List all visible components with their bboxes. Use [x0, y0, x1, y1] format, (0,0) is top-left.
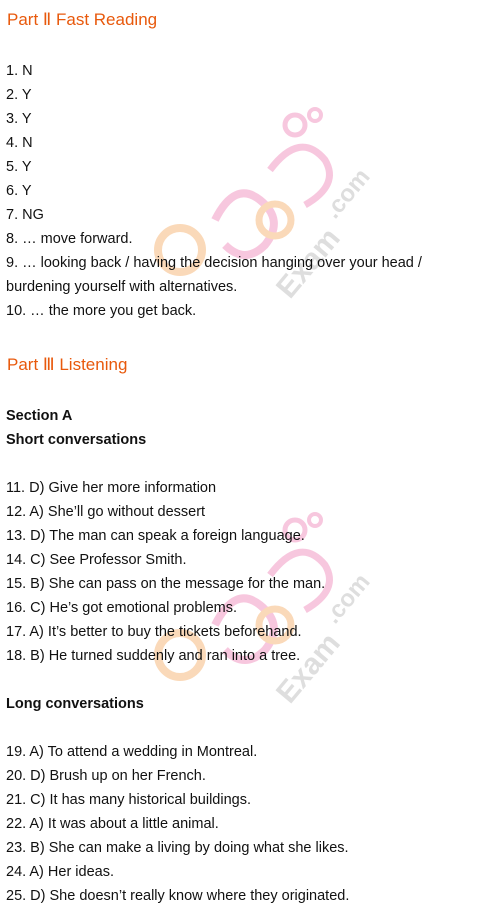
answer-line: 7. NG [6, 207, 44, 223]
answer-line: 12. A) She’ll go without dessert [6, 504, 206, 520]
answer-line: 15. B) She can pass on the message for the man. [6, 576, 326, 592]
part3-heading: Part Ⅲ Listening [7, 355, 128, 374]
answer-line: 24. A) Her ideas. [6, 864, 114, 880]
answer-line-continuation: burdening yourself with alternatives. [6, 279, 238, 295]
answer-line: 8. … move forward. [6, 231, 133, 247]
answer-line: 21. C) It has many historical buildings. [6, 792, 251, 808]
answer-line: 3. Y [6, 111, 32, 127]
answer-line: 23. B) She can make a living by doing what she likes. [6, 840, 349, 856]
answer-line: 9. … looking back / having the decision hanging over your head / [6, 255, 422, 271]
answer-line: 13. D) The man can speak a foreign language. [6, 528, 305, 544]
short-conversations-heading: Short conversations [6, 432, 147, 448]
section-a-label: Section A [6, 408, 73, 424]
svg-text:.com: .com [318, 568, 376, 629]
svg-text:.com: .com [318, 163, 376, 224]
answer-line: 16. C) He’s got emotional problems. [6, 600, 238, 616]
answer-line: 6. Y [6, 183, 32, 199]
svg-text:Exam: Exam [270, 221, 347, 305]
answer-line: 11. D) Give her more information [6, 480, 217, 496]
long-conversations-heading: Long conversations [6, 696, 144, 712]
part2-heading: Part Ⅱ Fast Reading [7, 10, 158, 29]
answer-line: 22. A) It was about a little animal. [6, 816, 219, 832]
answer-line: 18. B) He turned suddenly and ran into a tree. [6, 648, 301, 664]
answer-line: 10. … the more you get back. [6, 303, 197, 319]
answer-line: 20. D) Brush up on her French. [6, 768, 206, 784]
answer-line: 4. N [6, 135, 33, 151]
answer-line: 17. A) It’s better to buy the tickets beforehand. [6, 624, 302, 640]
answer-line: 1. N [6, 63, 33, 79]
answer-line: 14. C) See Professor Smith. [6, 552, 187, 568]
answer-line: 2. Y [6, 87, 32, 103]
answer-line: 25. D) She doesn’t really know where they originated. [6, 888, 350, 904]
answer-line: 5. Y [6, 159, 32, 175]
svg-text:Exam: Exam [270, 626, 347, 710]
answer-line: 19. A) To attend a wedding in Montreal. [6, 744, 258, 760]
